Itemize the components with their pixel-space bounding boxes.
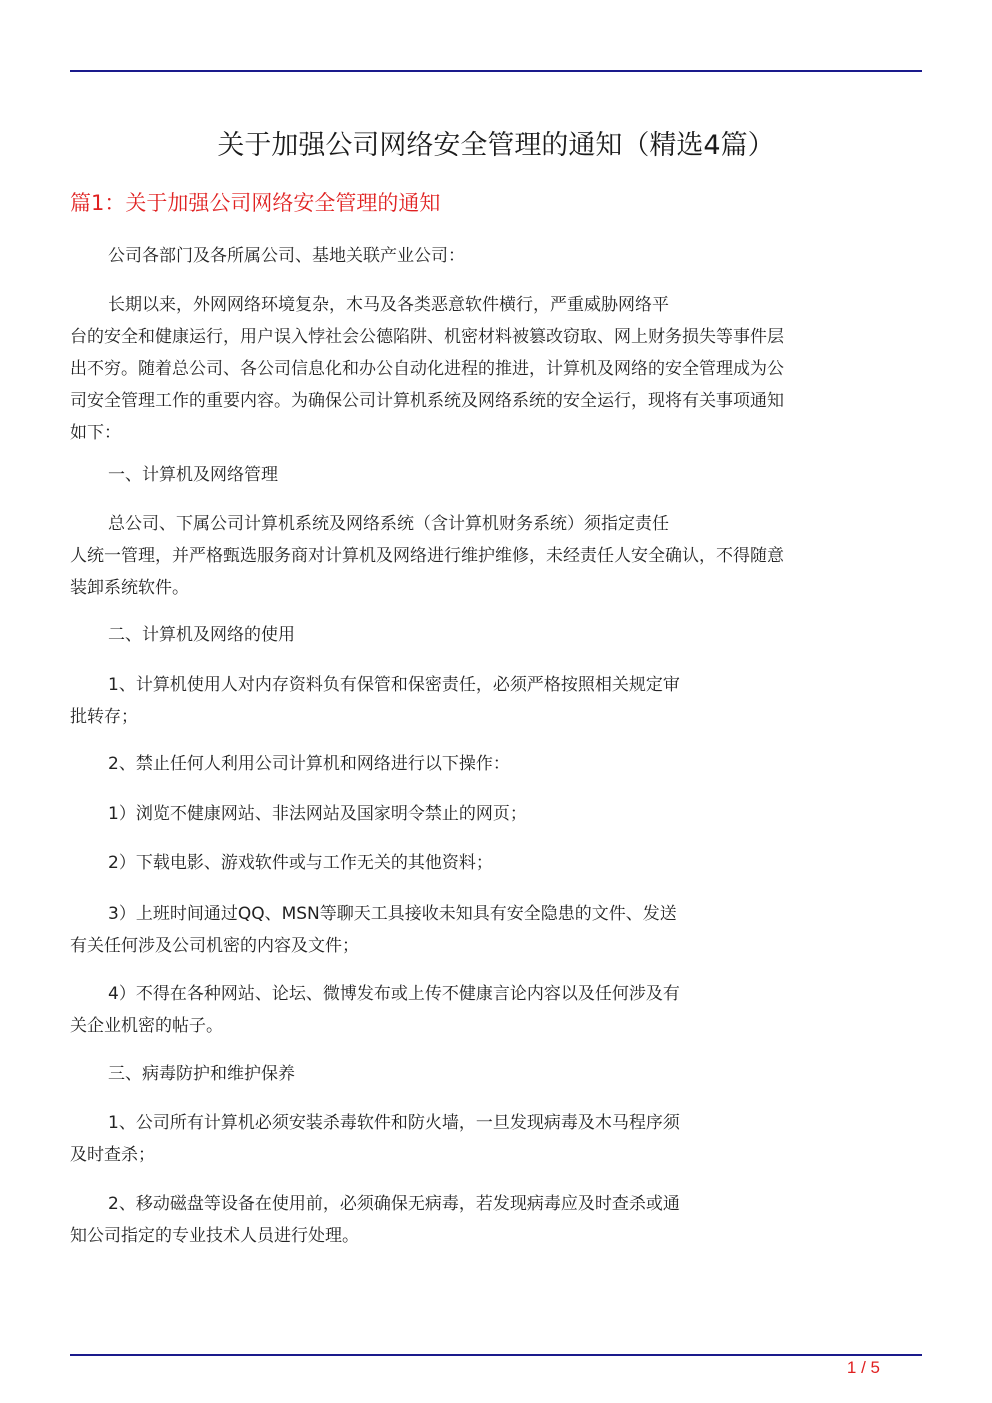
part2-sub4-paragraph	[70, 978, 912, 1042]
part2-item2-paragraph	[70, 748, 912, 780]
part2-sub1-paragraph	[70, 798, 912, 830]
paragraph-line: 3）上班时间通过QQ、MSN等聊天工具接收未知具有安全隐患的文件、发送	[108, 904, 677, 924]
paragraph-line: 2、禁止任何人利用公司计算机和网络进行以下操作：	[108, 754, 510, 774]
paragraph-line: 2、移动磁盘等设备在使用前，必须确保无病毒，若发现病毒应及时查杀或通	[108, 1194, 680, 1214]
part1-paragraph	[70, 508, 912, 604]
paragraph-line: 及时查杀；	[70, 1145, 155, 1165]
part3-item2-paragraph	[70, 1188, 912, 1252]
paragraph-line: 有关任何涉及公司机密的内容及文件；	[70, 936, 359, 956]
page-number: 1 / 5	[846, 1358, 880, 1377]
paragraph-line: 1）浏览不健康网站、非法网站及国家明令禁止的网页；	[108, 804, 527, 824]
paragraph-line: 出不穷。随着总公司、各公司信息化和办公自动化进程的推进，计算机及网络的安全管理成为公	[70, 359, 784, 379]
paragraph-line: 2）下载电影、游戏软件或与工作无关的其他资料；	[108, 853, 493, 873]
part2-heading-block	[70, 619, 912, 651]
paragraph-line: 4）不得在各种网站、论坛、微博发布或上传不健康言论内容以及任何涉及有	[108, 984, 680, 1004]
paragraph-line: 人统一管理，并严格甄选服务商对计算机及网络进行维护维修，未经责任人安全确认，不得随意	[70, 546, 784, 566]
part1-heading-block	[70, 459, 912, 491]
part2-item1-paragraph	[70, 669, 912, 733]
part3-heading-block	[70, 1058, 912, 1090]
part2-sub2-paragraph	[70, 847, 912, 879]
paragraph-line: 1、计算机使用人对内存资料负有保管和保密责任，必须严格按照相关规定审	[108, 675, 680, 695]
part3-item1-paragraph	[70, 1107, 912, 1171]
part2-heading: 二、计算机及网络的使用	[108, 625, 295, 645]
salutation-paragraph	[70, 240, 912, 272]
paragraph-line: 司安全管理工作的重要内容。为确保公司计算机系统及网络系统的安全运行，现将有关事项通知	[70, 391, 784, 411]
part1-heading: 一、计算机及网络管理	[108, 465, 278, 485]
footer-rule	[70, 1354, 922, 1356]
paragraph-line: 总公司、下属公司计算机系统及网络系统（含计算机财务系统）须指定责任	[108, 514, 669, 534]
intro-paragraph	[70, 289, 912, 449]
paragraph-line: 台的安全和健康运行，用户误入悖社会公德陷阱、机密材料被篡改窃取、网上财务损失等事件层	[70, 327, 784, 347]
paragraph-line: 1、公司所有计算机必须安装杀毒软件和防火墙，一旦发现病毒及木马程序须	[108, 1113, 680, 1133]
header-rule	[70, 70, 922, 72]
paragraph-line: 装卸系统软件。	[70, 578, 189, 598]
paragraph-line: 长期以来，外网网络环境复杂，木马及各类恶意软件横行，严重威胁网络平	[108, 295, 669, 315]
paragraph-line: 知公司指定的专业技术人员进行处理。	[70, 1226, 359, 1246]
part2-sub3-paragraph	[70, 898, 912, 962]
section-heading: 篇1：关于加强公司网络安全管理的通知	[70, 191, 441, 215]
paragraph-line: 关企业机密的帖子。	[70, 1016, 223, 1036]
paragraph-line: 批转存；	[70, 707, 138, 727]
part3-heading: 三、病毒防护和维护保养	[108, 1064, 295, 1084]
paragraph-line: 如下：	[70, 423, 121, 443]
document-title: 关于加强公司网络安全管理的通知（精选4篇）	[217, 130, 775, 161]
salutation-line: 公司各部门及各所属公司、基地关联产业公司：	[108, 246, 465, 266]
